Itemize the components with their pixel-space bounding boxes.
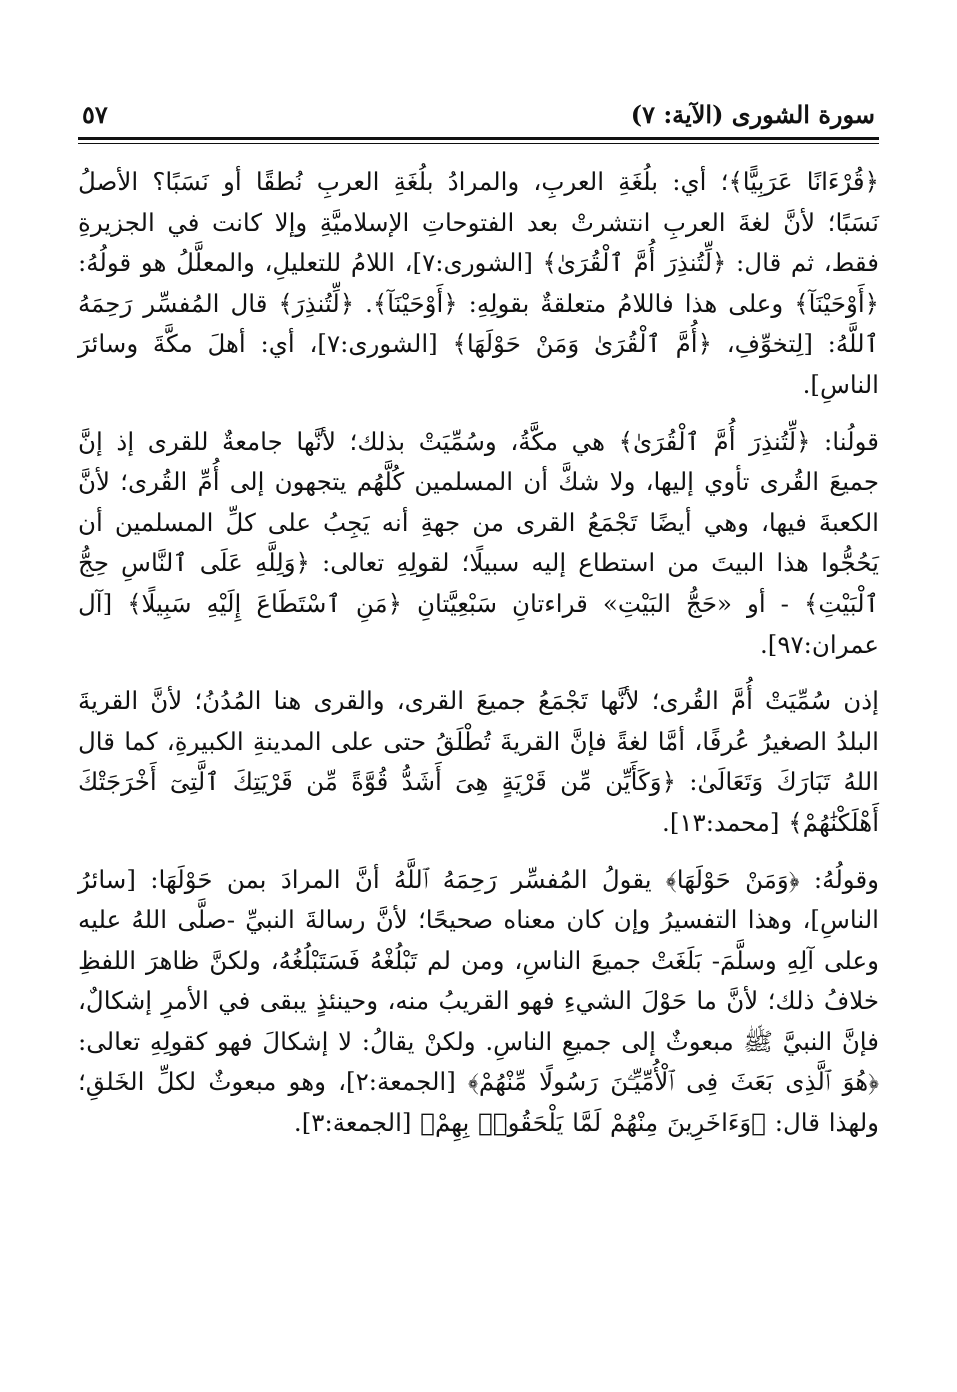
- paragraph-3: إذن سُمِّيَتْ أُمَّ القُرى؛ لأنَّها تَجْمَعُ جميعَ القرى، والقرى هنا المُدُنُ؛ لأنَّ القريةَ البلدُ الصغيرُ عُرفًا، أمَّا لغةً فإنَّ القريةَ تُطْلَقُ حتى على المدينةِ الكبيرةِ، كما قال اللهُ تَبَارَكَ وَتَعَالَىٰ: ﴿وَكَأَيِّن مِّن قَرْيَةٍ هِىَ أَشَدُّ قُوَّةً مِّن قَرْيَتِكَ ٱلَّتِىٓ أَخْرَجَتْكَ أَهْلَكْنَٰهُمْ﴾ [محمد:١٣].: [78, 686, 879, 837]
- paragraph-2: قولُنا: ﴿لِّتُنذِرَ أُمَّ ٱلْقُرَىٰ﴾ هي مكَّةُ، وسُمِّيَتْ بذلك؛ لأنَّها جامعةٌ للقرى إذ إنَّ جميعَ القُرى تأوي إليها، ولا شكَّ أن المسلمين كُلَّهُم يتجهون إلى أُمِّ القُرى؛ لأنَّ الكعبةَ فيها، وهي أيضًا تَجْمَعُ القرى من جهةِ أنه يَجِبُ على كلِّ المسلمين أن يَحُجُّوا هذا البيتَ من استطاع إليه سبيلًا؛ لقولِهِ تعالى: ﴿وَلِلَّهِ عَلَى ٱلنَّاسِ حِجُّ ٱلْبَيْتِ﴾ - أو «حَجُّ البَيْتِ» قراءتانِ سَبْعِيَّتانِ ﴿مَنِ ٱسْتَطَاعَ إِلَيْهِ سَبِيلًا﴾ [آل عمران:٩٧].: [78, 426, 879, 659]
- header-rule-thick: [78, 137, 879, 140]
- header-rule-thin: [78, 143, 879, 144]
- running-header: [78, 100, 879, 133]
- page-number: ٥٧: [82, 100, 108, 129]
- paragraph-4: وقولُهُ: ﴿وَمَنْ حَوْلَهَا﴾ يقولُ المُفسِّر رَحِمَهُ ٱللَّهُ أنَّ المرادَ بمن حَوْلَهَا: [سائرُ الناسِ]، وهذا التفسيرُ وإن كان معناه صحيحًا؛ لأنَّ رسالةَ النبيِّ -صلَّى اللهُ عليه وعلى آلِهِ وسلَّمَ- بَلَغَتْ جميعَ الناسِ، ومن لم تَبْلُغْهُ فَسَتَبْلُغُهُ، ولكنَّ ظاهرَ اللفظِ خلافُ ذلك؛ لأنَّ ما حَوْلَ الشيءِ فهو القريبُ منه، وحينئذٍ يبقى في الأمرِ إشكالٌ، فإنَّ النبيَّ ﷺ مبعوثٌ إلى جميعِ الناسِ. ولكنْ يقالُ: لا إشكالَ فهو كقولِهِ تعالى: ﴿هُوَ ٱلَّذِى بَعَثَ فِى ٱلْأُمِّيِّـۧنَ رَسُولًا مِّنْهُمْ﴾ [الجمعة:٢]، وهو مبعوثٌ لكلِّ الخَلقِ؛ ولهذا قال: ﴿وَءَاخَرِينَ مِنْهُمْ لَمَّا يَلْحَقُوا۟ بِهِمْ﴾ [الجمعة:٣].: [78, 864, 879, 1138]
- page-body: [78, 162, 879, 1144]
- surah-title: سورة الشورى (الآية: ٧): [630, 100, 875, 129]
- paragraph-1: ﴿قُرْءَانًا عَرَبِيًّا﴾؛ أي: بلُغَةِ العربِ، والمرادُ بلُغَةِ العربِ نُطقًا أو نَسَبًا؟ الأصلُ نَسَبًا؛ لأنَّ لغةَ العربِ انتشرتْ بعد الفتوحاتِ الإسلاميَّةِ وإلا كانت في الجزيرةِ فقط، ثم قال: ﴿لِّتُنذِرَ أُمَّ ٱلْقُرَىٰ﴾ [الشورى:٧]، اللامُ للتعليلِ، والمعلَّلُ هو قولُهُ: ﴿أَوْحَيْنَآ﴾ وعلى هذا فاللامُ متعلقةٌ بقولِهِ: ﴿أَوْحَيْنَآ﴾. ﴿لِّتُنذِرَ﴾ قال المُفسِّر رَحِمَهُ ٱللَّهُ: [لِتخوِّفِ، ﴿أُمَّ ٱلْقُرَىٰ وَمَنْ حَوْلَهَا﴾ [الشورى:٧]، أي: أهلَ مكَّةَ وسائرَ الناسِ].: [78, 167, 879, 399]
